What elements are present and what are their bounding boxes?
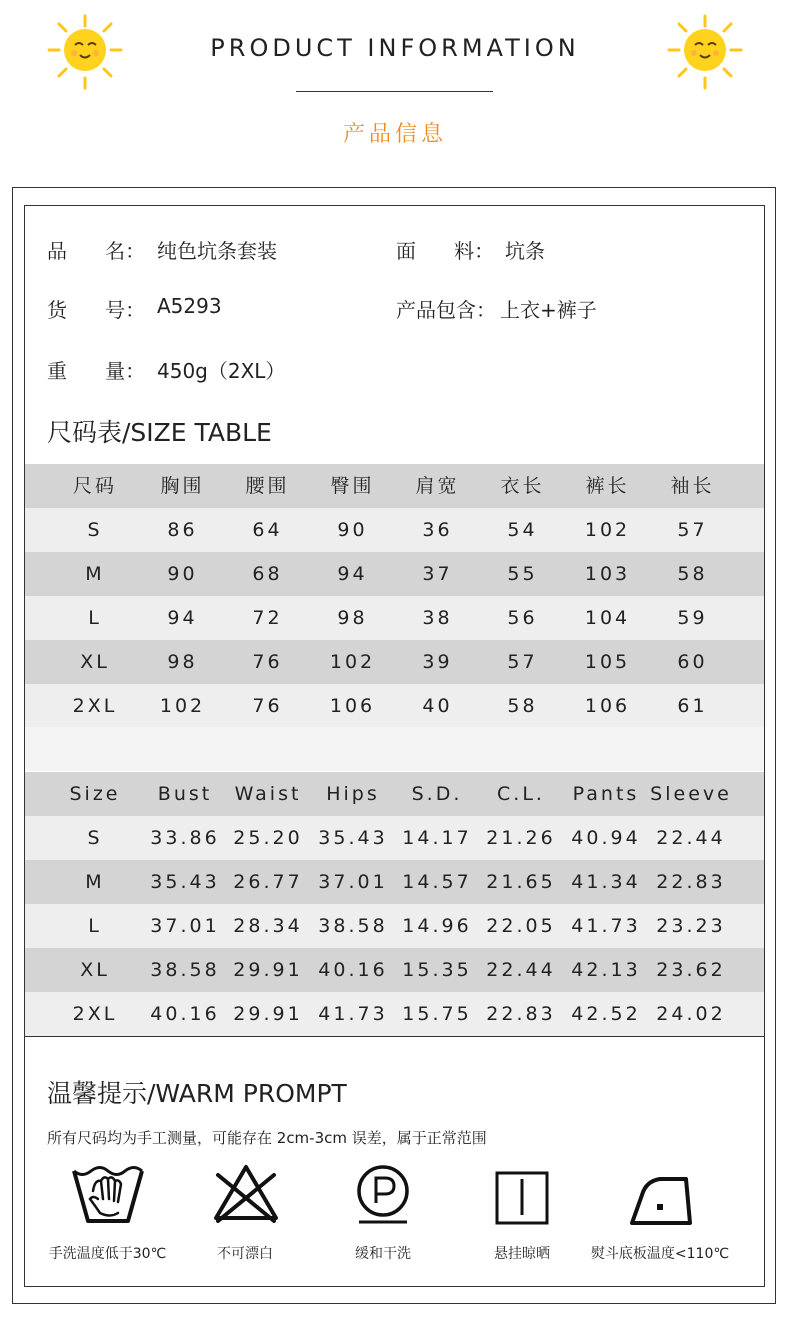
- header-cell: Size: [69, 783, 121, 805]
- table-cell: 41.34: [571, 871, 641, 893]
- header-cell: 裤长: [585, 475, 630, 497]
- hang-dry-icon: [495, 1171, 549, 1225]
- table-cell: 21.65: [486, 871, 556, 893]
- header-cell: 腰围: [245, 475, 290, 497]
- header-cell: Waist: [234, 783, 302, 805]
- table-cell: 40.16: [150, 1003, 220, 1025]
- table-cell: 42.13: [571, 959, 641, 981]
- care-label-hand-wash: 手洗温度低于30℃: [48, 1246, 167, 1262]
- no-bleach-icon: [212, 1163, 280, 1223]
- table-cell: 41.73: [318, 1003, 388, 1025]
- table-cell: S: [87, 827, 103, 849]
- table-cell: L: [88, 915, 102, 937]
- table-cell: 14.96: [402, 915, 472, 937]
- table-cell: 25.20: [233, 827, 303, 849]
- table-spacer: [25, 727, 764, 771]
- table-cell: 56: [507, 607, 538, 629]
- table-cell: 37: [422, 563, 453, 585]
- table-cell: 40.94: [571, 827, 641, 849]
- weight-label: 重 量：: [47, 359, 146, 383]
- care-label-dry-clean: 缓和干洗: [355, 1246, 411, 1262]
- iron-icon: [628, 1171, 694, 1227]
- size-table-cm: [25, 464, 764, 728]
- table-cell: 35.43: [150, 871, 220, 893]
- table-cell: 23.23: [656, 915, 726, 937]
- warm-prompt-note: 所有尺码均为手工测量，可能存在 2cm-3cm 误差，属于正常范围: [47, 1129, 487, 1147]
- name-value: 纯色坑条套装: [157, 239, 277, 263]
- table-cell: 104: [584, 607, 631, 629]
- care-label-hang-dry: 悬挂晾晒: [494, 1246, 550, 1262]
- table-cell: XL: [80, 651, 110, 673]
- table-cell: 14.17: [402, 827, 472, 849]
- table-cell: 57: [677, 519, 708, 541]
- table-cell: 38.58: [150, 959, 220, 981]
- table-cell: 28.34: [233, 915, 303, 937]
- table-cell: M: [85, 871, 105, 893]
- table-cell: S: [87, 519, 103, 541]
- table-cell: M: [85, 563, 105, 585]
- table-cell: 64: [252, 519, 283, 541]
- material-value: 坑条: [505, 239, 545, 263]
- weight-value: 450g（2XL）: [157, 359, 286, 383]
- table-cell: 39: [422, 651, 453, 673]
- header-cell: S.D.: [411, 783, 463, 805]
- warm-prompt-title: 温馨提示/WARM PROMPT: [47, 1079, 347, 1108]
- table-cell: 22.83: [656, 871, 726, 893]
- table-cell: 36: [422, 519, 453, 541]
- section-divider: [25, 1036, 764, 1037]
- table-cell: 14.57: [402, 871, 472, 893]
- header-cell: 肩宽: [415, 475, 460, 497]
- title-divider: [296, 91, 493, 92]
- table-cell: 55: [507, 563, 538, 585]
- header-cell: Pants: [572, 783, 640, 805]
- table-cell: 98: [337, 607, 368, 629]
- table-cell: 29.91: [233, 1003, 303, 1025]
- table-cell: 90: [337, 519, 368, 541]
- hand-wash-icon: [71, 1163, 145, 1227]
- table-cell: 40.16: [318, 959, 388, 981]
- table-cell: 102: [584, 519, 631, 541]
- header-cell: 胸围: [160, 475, 205, 497]
- table-cell: 29.91: [233, 959, 303, 981]
- table-cell: 22.83: [486, 1003, 556, 1025]
- table-row: [25, 640, 764, 684]
- table-cell: 37.01: [318, 871, 388, 893]
- sku-label: 货 号：: [47, 298, 146, 322]
- table-cell: 2XL: [72, 1003, 118, 1025]
- table-cell: 41.73: [571, 915, 641, 937]
- table-cell: 38: [422, 607, 453, 629]
- table-cell: 60: [677, 651, 708, 673]
- table-cell: 54: [507, 519, 538, 541]
- table-cell: L: [88, 607, 102, 629]
- table-cell: XL: [80, 959, 110, 981]
- header-cell: Sleeve: [650, 783, 732, 805]
- table-cell: 23.62: [656, 959, 726, 981]
- table-cell: 2XL: [72, 695, 118, 717]
- table-cell: 37.01: [150, 915, 220, 937]
- table-row: [25, 860, 764, 904]
- header-cell: 臀围: [330, 475, 375, 497]
- table-cell: 33.86: [150, 827, 220, 849]
- table-cell: 76: [252, 651, 283, 673]
- table-header-row: [25, 464, 764, 508]
- table-cell: 90: [167, 563, 198, 585]
- header-cell: 衣长: [500, 475, 545, 497]
- table-cell: 38.58: [318, 915, 388, 937]
- table-cell: 94: [167, 607, 198, 629]
- table-cell: 22.05: [486, 915, 556, 937]
- table-cell: 86: [167, 519, 198, 541]
- dry-clean-p-icon: [353, 1163, 413, 1225]
- care-label-no-bleach: 不可漂白: [217, 1246, 273, 1262]
- table-cell: 21.26: [486, 827, 556, 849]
- table-row: [25, 816, 764, 860]
- name-label: 品 名：: [47, 239, 146, 263]
- header-cell: 尺码: [72, 475, 117, 497]
- size-table-inch: [25, 772, 764, 1036]
- table-cell: 22.44: [656, 827, 726, 849]
- table-row: [25, 904, 764, 948]
- table-header-row: [25, 772, 764, 816]
- table-cell: 102: [159, 695, 206, 717]
- table-cell: 57: [507, 651, 538, 673]
- table-cell: 61: [677, 695, 708, 717]
- table-row: [25, 596, 764, 640]
- header-cell: Bust: [157, 783, 213, 805]
- table-row: [25, 992, 764, 1036]
- table-cell: 35.43: [318, 827, 388, 849]
- table-cell: 94: [337, 563, 368, 585]
- table-cell: 22.44: [486, 959, 556, 981]
- sku-value: A5293: [157, 294, 222, 318]
- table-cell: 58: [507, 695, 538, 717]
- table-cell: 76: [252, 695, 283, 717]
- table-row: [25, 948, 764, 992]
- table-row: [25, 508, 764, 552]
- care-label-iron: 熨斗底板温度<110℃: [590, 1246, 730, 1262]
- table-cell: 26.77: [233, 871, 303, 893]
- contents-value: 上衣+裤子: [500, 298, 597, 322]
- table-cell: 24.02: [656, 1003, 726, 1025]
- table-cell: 58: [677, 563, 708, 585]
- table-cell: 106: [329, 695, 376, 717]
- header-cell: 袖长: [670, 475, 715, 497]
- table-cell: 15.75: [402, 1003, 472, 1025]
- table-row: [25, 552, 764, 596]
- table-cell: 68: [252, 563, 283, 585]
- table-cell: 72: [252, 607, 283, 629]
- table-cell: 42.52: [571, 1003, 641, 1025]
- header-cell: C.L.: [497, 783, 545, 805]
- table-cell: 40: [422, 695, 453, 717]
- title-chinese: 产品信息: [342, 122, 447, 147]
- size-table-title: 尺码表/SIZE TABLE: [47, 418, 272, 447]
- table-cell: 106: [584, 695, 631, 717]
- title-english: PRODUCT INFORMATION: [210, 34, 580, 62]
- table-cell: 98: [167, 651, 198, 673]
- contents-label: 产品包含：: [396, 298, 496, 322]
- table-cell: 103: [584, 563, 631, 585]
- table-cell: 15.35: [402, 959, 472, 981]
- table-cell: 102: [329, 651, 376, 673]
- table-cell: 105: [584, 651, 631, 673]
- header-cell: Hips: [326, 783, 380, 805]
- table-cell: 59: [677, 607, 708, 629]
- material-label: 面 料：: [396, 239, 495, 263]
- table-row: [25, 684, 764, 728]
